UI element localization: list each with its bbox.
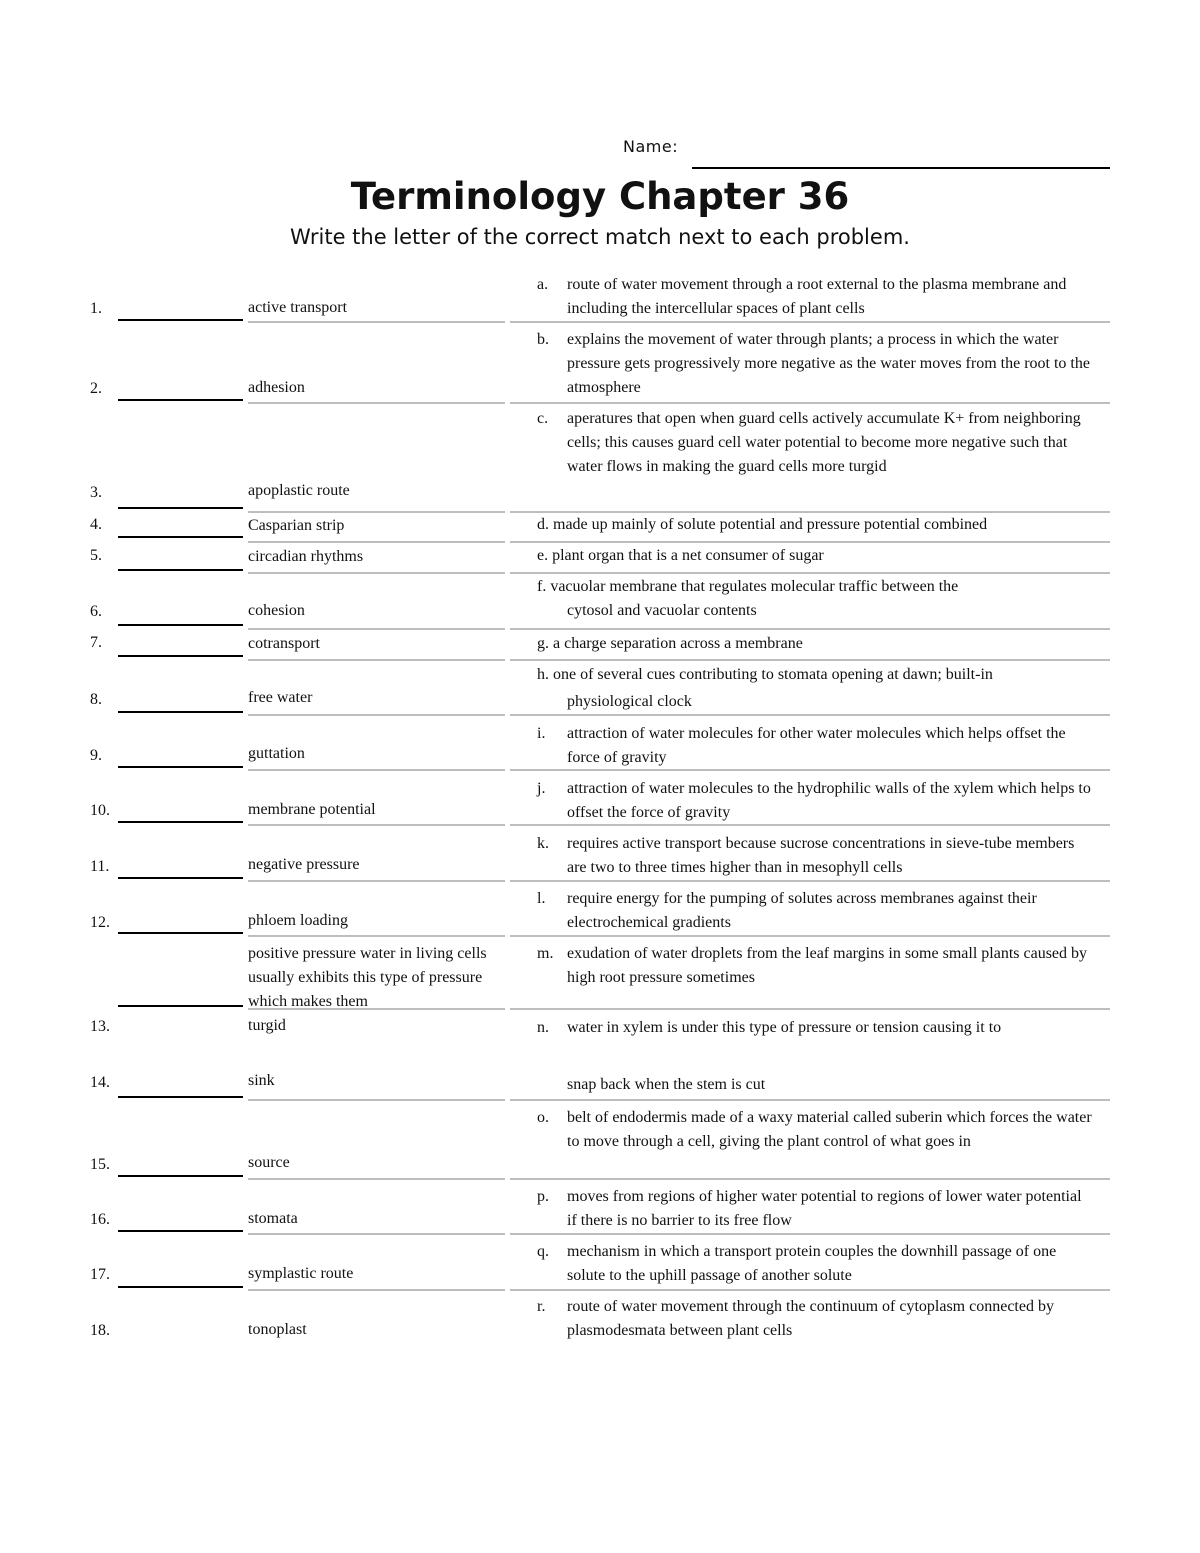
answer-blank[interactable] [118,536,243,538]
problem-number: 14. [90,1074,110,1091]
row-divider [248,628,505,630]
answer-blank[interactable] [118,1286,243,1288]
problem-term: negative pressure [248,856,360,873]
problem-number: 3. [90,484,102,501]
problem-term: symplastic route [248,1265,354,1282]
match-text: a charge separation across a membrane [553,635,803,652]
problem-number: 15. [90,1156,110,1173]
match-text: made up mainly of solute potential and pressure potential combined [553,516,988,533]
match-letter: m. [537,945,554,962]
row-divider [510,1289,1110,1291]
problem-number: 11. [90,858,110,875]
instructions: Write the letter of the correct match next to each problem. [290,225,910,249]
row-divider [510,880,1110,882]
answer-blank[interactable] [118,507,243,509]
problem-term: circadian rhythms [248,548,364,565]
answer-blank[interactable] [118,319,243,321]
match-letter: n. [537,1019,549,1036]
problem-term: cohesion [248,602,305,619]
match-text: vacuolar membrane that regulates molecular traffic between the [550,578,959,595]
match-letter: p. [537,1188,549,1205]
match-letter: o. [537,1109,549,1126]
problem-term: membrane potential [248,801,376,818]
match-definition: belt of endodermis made of a waxy material called suberin which forces the water to move through a cell, giving the plant control of what goes in [567,1109,1092,1150]
answer-blank[interactable] [118,1005,243,1007]
match-letter: j. [537,780,546,797]
match-text: one of several cues contributing to stomata opening at dawn; built-in [553,666,993,683]
match-definition-cont: snap back when the stem is cut [567,1076,766,1093]
row-divider [510,824,1110,826]
match-definition: explains the movement of water through plants; a process in which the water pressure gets progressively more negative as the water moves from the root to the atmosphere [567,331,1090,396]
match-definition-cont: physiological clock [567,693,692,710]
answer-blank[interactable] [118,399,243,401]
match-definition: requires active transport because sucrose concentrations in sieve-tube members are two to three times higher than in mesophyll cells [567,835,1075,876]
problem-term: positive pressure water in living cells usually exhibits this type of pressure which makes them [248,945,487,1010]
match-letter: l. [537,890,546,907]
row-divider [248,1008,505,1010]
match-letter: h. [537,666,549,683]
row-divider [510,659,1110,661]
row-divider [248,572,505,574]
row-divider [248,1178,505,1180]
problem-term: tonoplast [248,1321,307,1338]
problem-term: cotransport [248,635,320,652]
problem-term: free water [248,689,313,706]
answer-blank[interactable] [118,821,243,823]
problem-number: 13. [90,1018,110,1035]
match-letter: r. [537,1298,546,1315]
problem-term: apoplastic route [248,482,350,499]
name-blank-line[interactable] [692,167,1110,169]
answer-blank[interactable] [118,877,243,879]
row-divider [510,572,1110,574]
match-definition [537,544,1097,568]
problem-term: phloem loading [248,912,348,929]
row-divider [510,1008,1110,1010]
row-divider [248,1099,505,1101]
problem-number: 7. [90,634,102,651]
match-letter: c. [537,410,549,427]
match-letter: g. [537,635,549,652]
row-divider [510,714,1110,716]
row-divider [248,402,505,404]
row-divider [510,321,1110,323]
row-divider [248,659,505,661]
problem-number: 18. [90,1322,110,1339]
row-divider [248,824,505,826]
match-definition: route of water movement through the continuum of cytoplasm connected by plasmodesmata between plant cells [567,1298,1054,1339]
row-divider [248,511,505,513]
row-divider [510,541,1110,543]
row-divider [248,1233,505,1235]
match-definition [537,575,1097,599]
problem-number: 16. [90,1211,110,1228]
match-definition: attraction of water molecules for other water molecules which helps offset the force of gravity [567,725,1066,766]
match-letter: k. [537,835,549,852]
name-label: Name: [623,137,679,156]
problem-number: 6. [90,603,102,620]
match-definition [537,663,1097,687]
row-divider [510,1233,1110,1235]
problem-term: sink [248,1072,275,1089]
problem-number: 5. [90,547,102,564]
row-divider [248,1289,505,1291]
match-letter: i. [537,725,546,742]
match-definition: attraction of water molecules to the hydrophilic walls of the xylem which helps to offset the force of gravity [567,780,1091,821]
match-definition: require energy for the pumping of solutes across membranes against their electrochemical gradients [567,890,1037,931]
match-text: plant organ that is a net consumer of sugar [552,547,824,564]
match-definition: aperatures that open when guard cells actively accumulate K+ from neighboring cells; this causes guard cell water potential to become more negative such that water flows in making the guard cells more turgid [567,410,1081,475]
problem-number: 8. [90,691,102,708]
row-divider [510,628,1110,630]
match-definition: water in xylem is under this type of pressure or tension causing it to [567,1019,1002,1036]
answer-blank[interactable] [118,766,243,768]
match-definition: mechanism in which a transport protein couples the downhill passage of one solute to the uphill passage of another solute [567,1243,1057,1284]
row-divider [510,402,1110,404]
row-divider [510,935,1110,937]
answer-blank[interactable] [118,655,243,657]
match-definition: moves from regions of higher water potential to regions of lower water potential if there is no barrier to its free flow [567,1188,1082,1229]
match-letter: b. [537,331,549,348]
problem-term: stomata [248,1210,298,1227]
page-title: Terminology Chapter 36 [350,175,850,218]
problem-term: source [248,1154,290,1171]
match-letter: q. [537,1243,549,1260]
problem-number: 12. [90,914,110,931]
problem-term: Casparian strip [248,517,345,534]
row-divider [510,1178,1110,1180]
problem-number: 1. [90,300,102,317]
problem-term: guttation [248,745,305,762]
row-divider [248,880,505,882]
match-letter: a. [537,276,549,293]
row-divider [510,1099,1110,1101]
row-divider [248,714,505,716]
problem-number: 4. [90,516,102,533]
answer-blank[interactable] [118,1175,243,1177]
match-definition: route of water movement through a root external to the plasma membrane and including the intercellular spaces of plant cells [567,276,1067,317]
row-divider [510,769,1110,771]
row-divider [248,541,505,543]
answer-blank[interactable] [118,932,243,934]
match-letter: e. [537,547,549,564]
match-definition-cont: cytosol and vacuolar contents [567,602,757,619]
match-definition [537,632,1097,656]
problem-number: 2. [90,380,102,397]
match-letter: d. [537,516,549,533]
answer-blank[interactable] [118,624,243,626]
answer-blank[interactable] [118,569,243,571]
row-divider [248,935,505,937]
answer-blank[interactable] [118,711,243,713]
match-definition: exudation of water droplets from the leaf margins in some small plants caused by high root pressure sometimes [567,945,1088,986]
problem-term: adhesion [248,379,305,396]
match-definition [537,513,1097,537]
row-divider [248,321,505,323]
problem-number: 17. [90,1266,110,1283]
answer-blank[interactable] [118,1096,243,1098]
problem-term: active transport [248,299,348,316]
problem-number: 9. [90,747,102,764]
problem-number: 10. [90,802,110,819]
match-letter: f. [537,578,547,595]
row-divider [248,769,505,771]
answer-blank[interactable] [118,1230,243,1232]
problem-term-cont: turgid [248,1017,286,1034]
